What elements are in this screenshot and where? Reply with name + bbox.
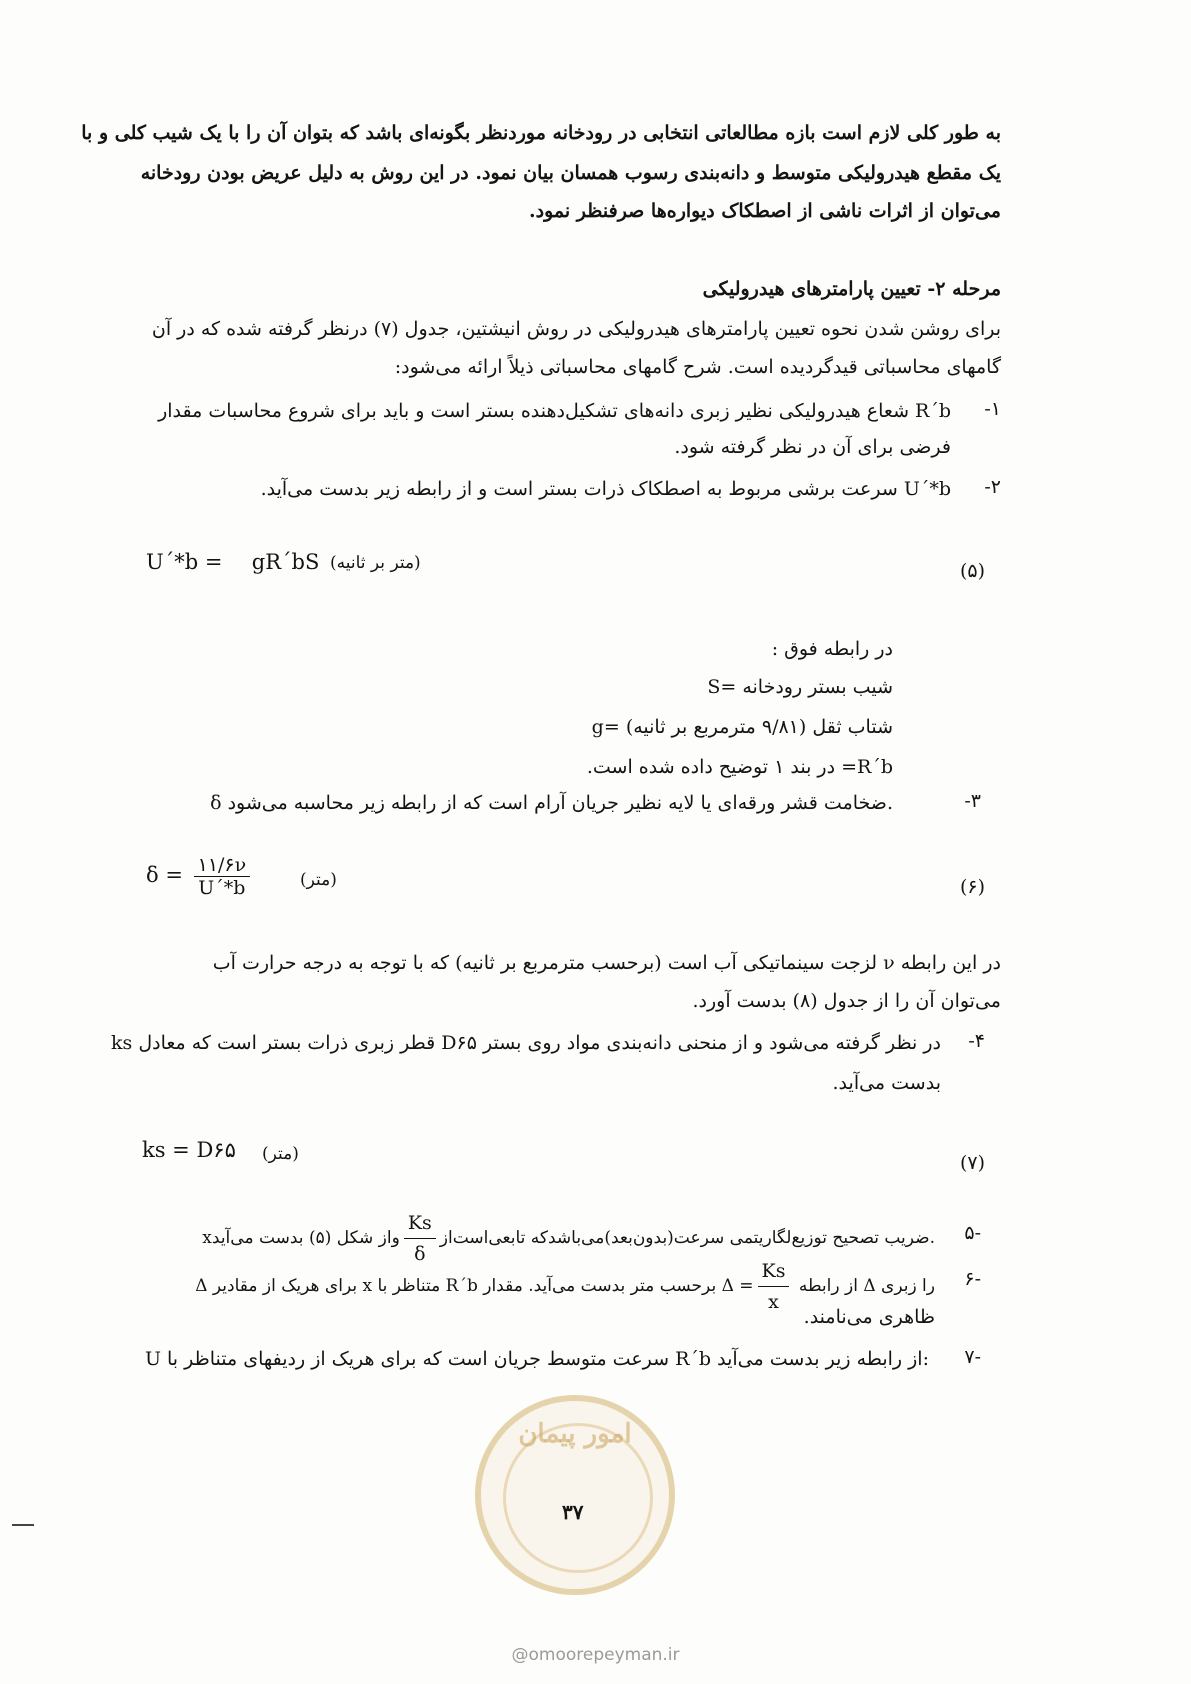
- step6-text-before: برای هریک از مقادیر x متناظر با R´b از رابطه: [212, 1276, 858, 1296]
- step3-number: ۳-: [964, 790, 981, 812]
- eq5-rhs: gR´bS: [251, 550, 320, 574]
- step4-line-2: بدست می‌آید.: [832, 1072, 941, 1094]
- step2-symbol: U´*b: [903, 478, 951, 500]
- method-line-1: برای روشن شدن نحوه تعیین پارامترهای هیدرولیکی در روش انیشتین، جدول (۷) درنظر گرفته شده که در آن: [151, 318, 1001, 340]
- step5-text-after: واز شکل (۵) بدست می‌آید.: [211, 1228, 935, 1248]
- definition-g: [592, 714, 893, 740]
- step1-text: شعاع هیدرولیکی نظیر زبری دانه‌های تشکیل‌دهنده بستر است و باید برای شروع محاسبات مقدار: [158, 400, 909, 422]
- eq7-lhs: ks =: [142, 1138, 190, 1162]
- eq7-unit: (متر): [262, 1144, 299, 1164]
- margin-mark: [12, 1524, 34, 1526]
- step7-text: سرعت متوسط جریان است که برای هریک از ردیفهای متناظر با R´b از رابطه زیر بدست می‌آید:: [167, 1348, 929, 1370]
- step5-frac-num: Ks: [404, 1208, 436, 1239]
- step6-formula: [721, 1260, 794, 1313]
- def-rb-symbol: R´b: [857, 756, 893, 778]
- step2-line-1: [261, 476, 951, 502]
- step6-fraction: [758, 1256, 790, 1317]
- def-s-text: = شیب بستر رودخانه: [720, 676, 893, 698]
- eq6-lhs: δ =: [146, 863, 183, 887]
- step2-number: ۲-: [984, 476, 1001, 498]
- equation-5: [146, 550, 319, 574]
- step6-frac-den: x: [768, 1291, 779, 1313]
- eq7-number: (۷): [959, 1152, 985, 1174]
- def-g-symbol: g: [591, 716, 604, 738]
- definitions-intro: در رابطه فوق :: [771, 638, 893, 660]
- equation-7: [142, 1138, 236, 1162]
- section-heading: مرحله ۲- تعیین پارامترهای هیدرولیکی: [702, 278, 1001, 300]
- step7-line: [145, 1346, 929, 1372]
- eq6-denominator: U´*b: [198, 877, 246, 899]
- step3-line-1: [210, 790, 893, 816]
- eq5-lhs: U´*b =: [146, 550, 223, 574]
- step4-line-1: [111, 1030, 941, 1056]
- step7-symbol: U: [144, 1348, 161, 1370]
- eq6-unit: (متر): [300, 870, 337, 890]
- eq6-numerator: ۱۱/۶ν: [194, 854, 251, 877]
- def-g-text: = شتاب ثقل (۹/۸۱ مترمربع بر ثانیه): [603, 716, 893, 738]
- nu-line-2: می‌توان آن را از جدول (۸) بدست آورد.: [692, 990, 1001, 1012]
- equation-6: [146, 854, 254, 899]
- step6-formula-lhs: Δ =: [721, 1276, 754, 1296]
- page-number: ۳۷: [562, 1500, 584, 1524]
- intro-line-3: می‌توان از اثرات ناشی از اصطکاک دیواره‌ها صرفنظر نمود.: [529, 200, 1001, 222]
- definition-s: [707, 674, 893, 700]
- step1-number: ۱-: [984, 398, 1001, 420]
- nu-line-1: در این رابطه ν لزجت سینماتیکی آب است (برحسب مترمربع بر ثانیه) که با توجه به درجه حرارت آب: [212, 952, 1001, 974]
- step5-symbol: x: [202, 1228, 212, 1248]
- eq6-number: (۶): [959, 876, 985, 898]
- step2-text: سرعت برشی مربوط به اصطکاک ذرات بستر است و از رابطه زیر بدست می‌آید.: [260, 478, 898, 500]
- step1-line-2: فرضی برای آن در نظر گرفته شود.: [674, 436, 951, 458]
- footer-url: @omoorepeyman.ir: [511, 1645, 680, 1665]
- definition-rb: [587, 754, 893, 780]
- step7-number: -۷: [964, 1346, 981, 1368]
- step6-frac-num: Ks: [758, 1256, 790, 1287]
- step4-symbol: ks: [111, 1032, 133, 1054]
- step1-symbol: R´b: [915, 400, 951, 422]
- step5-text-before: ضریب تصحیح توزیع‌لگاریتمی سرعت(بدون‌بعد)می‌باشدکه تابعی‌است‌از: [439, 1228, 930, 1248]
- step5-frac-den: δ: [414, 1243, 426, 1265]
- step6-line-2: ظاهری می‌نامند.: [803, 1306, 935, 1328]
- watermark-seal: [475, 1395, 675, 1595]
- step3-text: ضخامت قشر ورقه‌ای یا لایه نظیر جریان آرام است که از رابطه زیر محاسبه می‌شود.: [227, 792, 893, 814]
- step5-number: -۵: [964, 1222, 981, 1244]
- eq5-number: (۵): [959, 560, 985, 582]
- step3-symbol: δ: [210, 792, 222, 814]
- intro-line-1: به طور کلی لازم است بازه مطالعاتی انتخابی در رودخانه موردنظر بگونه‌ای باشد که بتوان آن را با یک شیب کلی و با: [81, 122, 1001, 144]
- step6-number: -۶: [964, 1268, 981, 1290]
- step1-line-1: [158, 398, 951, 424]
- eq5-unit: (متر بر ثانیه): [330, 553, 421, 573]
- intro-line-2: یک مقطع هیدرولیکی متوسط و دانه‌بندی رسوب همسان بیان نمود. در این روش به دلیل عریض بودن رودخانه: [140, 162, 1001, 184]
- step6-symbol: Δ: [195, 1276, 208, 1296]
- step4-number: ۴-: [968, 1030, 985, 1052]
- watermark-text: امور پیمان: [518, 1419, 632, 1449]
- def-rb-text: = در بند ۱ توضیح داده شده است.: [586, 756, 858, 778]
- eq7-rhs: D۶۵: [196, 1138, 236, 1162]
- step4-text: قطر زبری ذرات بستر است که معادل D۶۵ در نظر گرفته می‌شود و از منحنی دانه‌بندی مواد روی بستر: [138, 1032, 941, 1054]
- step6-text-after: برحسب متر بدست می‌آید. مقدار Δ را زبری: [483, 1276, 935, 1296]
- def-s-symbol: S: [707, 676, 721, 698]
- method-line-2: گامهای محاسباتی قیدگردیده است. شرح گامهای محاسباتی ذیلاً ارائه می‌شود:: [394, 356, 1001, 378]
- eq6-fraction: [194, 854, 251, 899]
